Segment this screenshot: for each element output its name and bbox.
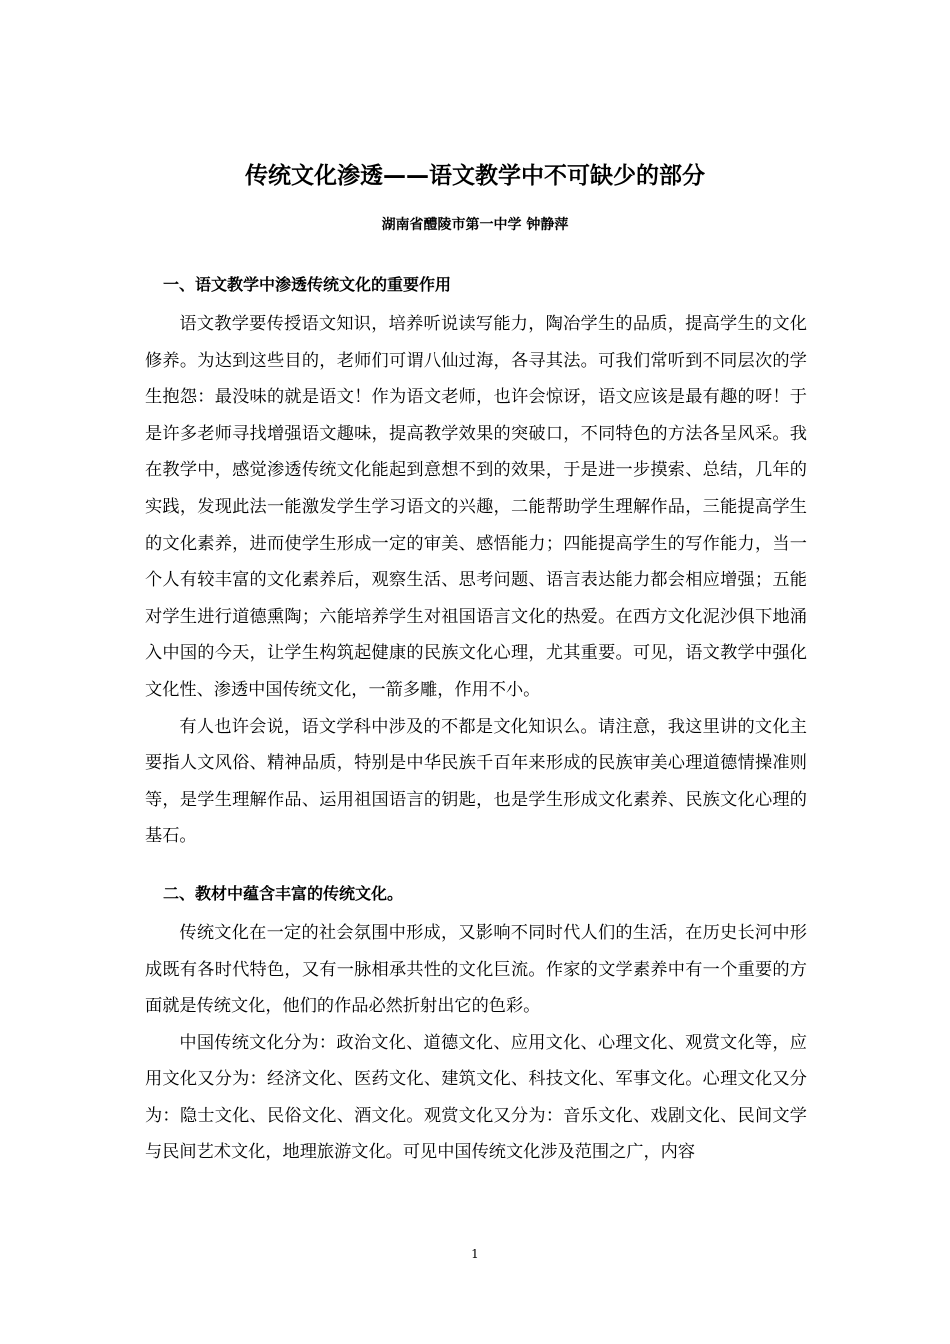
section-heading-1: 一、语文教学中渗透传统文化的重要作用 — [163, 275, 452, 294]
document-body — [145, 272, 807, 1171]
section-2-paragraph-2: 中国传统文化分为：政治文化、道德文化、应用文化、心理文化、观赏文化等，应用文化又分为：经济文化、医药文化、建筑文化、科技文化、军事文化。心理文化又分为：隐士文化、民俗文化、酒文化。观赏文化又分为：音乐文化、戏剧文化、民间文学与民间艺术文化，地理旅游文化。可见中国传统文化涉及范围之广，内容 — [145, 1032, 807, 1163]
section-2-paragraph-1: 传统文化在一定的社会氛围中形成，又影响不同时代人们的生活，在历史长河中形成既有各时代特色，又有一脉相承共性的文化巨流。作家的文学素养中有一个重要的方面就是传统文化，他们的作品必然折射出它的色彩。 — [145, 922, 807, 1017]
section-1-paragraph-1: 语文教学要传授语文知识，培养听说读写能力，陶冶学生的品质，提高学生的文化修养。为达到这些目的，老师们可谓八仙过海，各寻其法。可我们常听到不同层次的学生抱怨：最没味的就是语文！作为语文老师，也许会惊讶，语文应该是最有趣的呀！于是许多老师寻找增强语文趣味，提高教学效果的突破口，不同特色的方法各呈风采。我在教学中，感觉渗透传统文化能起到意想不到的效果，于是进一步摸索、总结，几年的实践，发现此法一能激发学生学习语文的兴趣，二能帮助学生理解作品，三能提高学生的文化素养，进而使学生形成一定的审美、感悟能力；四能提高学生的写作能力，当一个人有较丰富的文化素养后，观察生活、思考问题、语言表达能力都会相应增强；五能对学生进行道德熏陶；六能培养学生对祖国语言文化的热爱。在西方文化泥沙俱下地涌入中国的今天，让学生构筑起健康的民族文化心理，尤其重要。可见，语文教学中强化文化性、渗透中国传统文化，一箭多雕，作用不小。 — [145, 314, 807, 700]
section-1-paragraph-2: 有人也许会说，语文学科中涉及的不都是文化知识么。请注意，我这里讲的文化主要指人文风俗、精神品质，特别是中华民族千百年来形成的民族审美心理道德情操准则等，是学生理解作品、运用祖国语言的钥匙，也是学生形成文化素养、民族文化心理的基石。 — [145, 716, 807, 847]
document-title: 传统文化渗透——语文教学中不可缺少的部分 — [245, 163, 705, 189]
section-heading-2: 二、教材中蕴含丰富的传统文化。 — [163, 883, 404, 903]
page-number: 1 — [471, 1247, 479, 1261]
document-author: 湖南省醴陵市第一中学 钟静萍 — [381, 217, 569, 233]
